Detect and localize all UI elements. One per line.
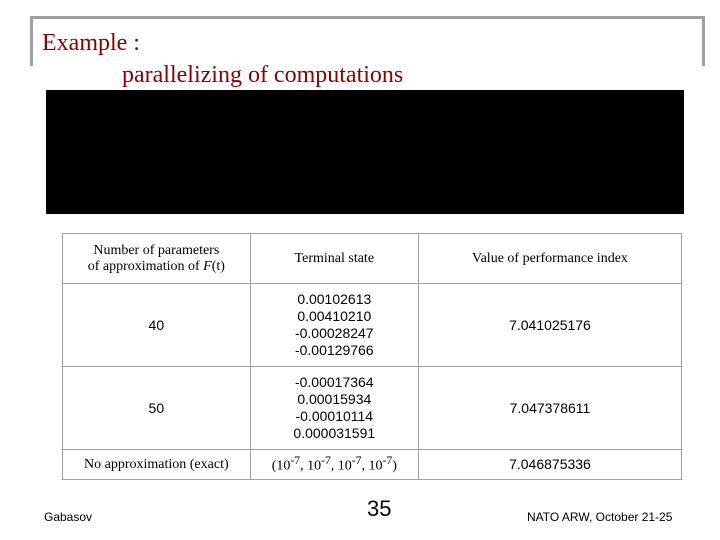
cell-performance-index: 7.046875336 — [418, 450, 681, 480]
exact-state-exponent: -7 — [321, 454, 331, 468]
header-parameters-line2-prefix: of approximation of — [87, 258, 204, 274]
header-performance-index: Value of performance index — [418, 234, 681, 284]
cell-performance-index: 7.041025176 — [418, 284, 681, 367]
frame-top-border — [30, 16, 705, 19]
redacted-image-area — [46, 90, 684, 214]
table-row — [63, 284, 682, 367]
table-row — [63, 450, 682, 480]
exact-state-exponent: -7 — [290, 454, 301, 468]
frame-left-border — [30, 16, 33, 66]
footer-event: NATO ARW, October 21-25 — [527, 510, 673, 524]
state-value: -0.00010114 — [295, 408, 374, 424]
slide-title-line2: parallelizing of computations — [122, 62, 404, 88]
exact-state-part: , 10 — [300, 458, 322, 474]
exact-state-exponent: -7 — [382, 454, 393, 468]
exact-state-part: (10 — [271, 458, 291, 474]
exact-state-part: , 10 — [330, 458, 352, 474]
cell-params: 50 — [63, 367, 251, 450]
cell-params: 40 — [63, 284, 251, 367]
header-terminal-state: Terminal state — [250, 234, 418, 284]
state-value: -0.00017364 — [294, 374, 374, 390]
state-value: -0.00028247 — [294, 325, 374, 341]
cell-terminal-state — [250, 450, 418, 480]
header-parameters-func: F — [203, 258, 212, 274]
state-value: 0.00015934 — [297, 391, 372, 407]
cell-terminal-state — [250, 367, 418, 450]
footer-author: Gabasov — [44, 510, 93, 524]
table-row — [63, 367, 682, 450]
state-value: 0.00410210 — [297, 308, 372, 324]
page-number: 35 — [367, 496, 392, 521]
cell-performance-index: 7.047378611 — [418, 367, 681, 450]
exact-state-exponent: -7 — [351, 454, 362, 468]
cell-params: No approximation (exact) — [63, 450, 251, 480]
exact-state-part: , 10 — [361, 458, 383, 474]
state-value: 0.00102613 — [297, 291, 372, 307]
state-value: 0.000031591 — [293, 425, 376, 441]
exact-state-part: ) — [392, 458, 397, 474]
header-parameters-line1: Number of parameters — [93, 242, 220, 258]
table-header-row — [63, 234, 682, 284]
header-parameters-line2-suffix: (t) — [211, 258, 225, 274]
frame-right-border — [702, 16, 705, 66]
slide-title-line1: Example : — [42, 30, 140, 56]
header-parameters — [63, 234, 251, 284]
state-value: -0.00129766 — [294, 342, 374, 358]
results-table — [62, 233, 682, 480]
cell-terminal-state — [250, 284, 418, 367]
